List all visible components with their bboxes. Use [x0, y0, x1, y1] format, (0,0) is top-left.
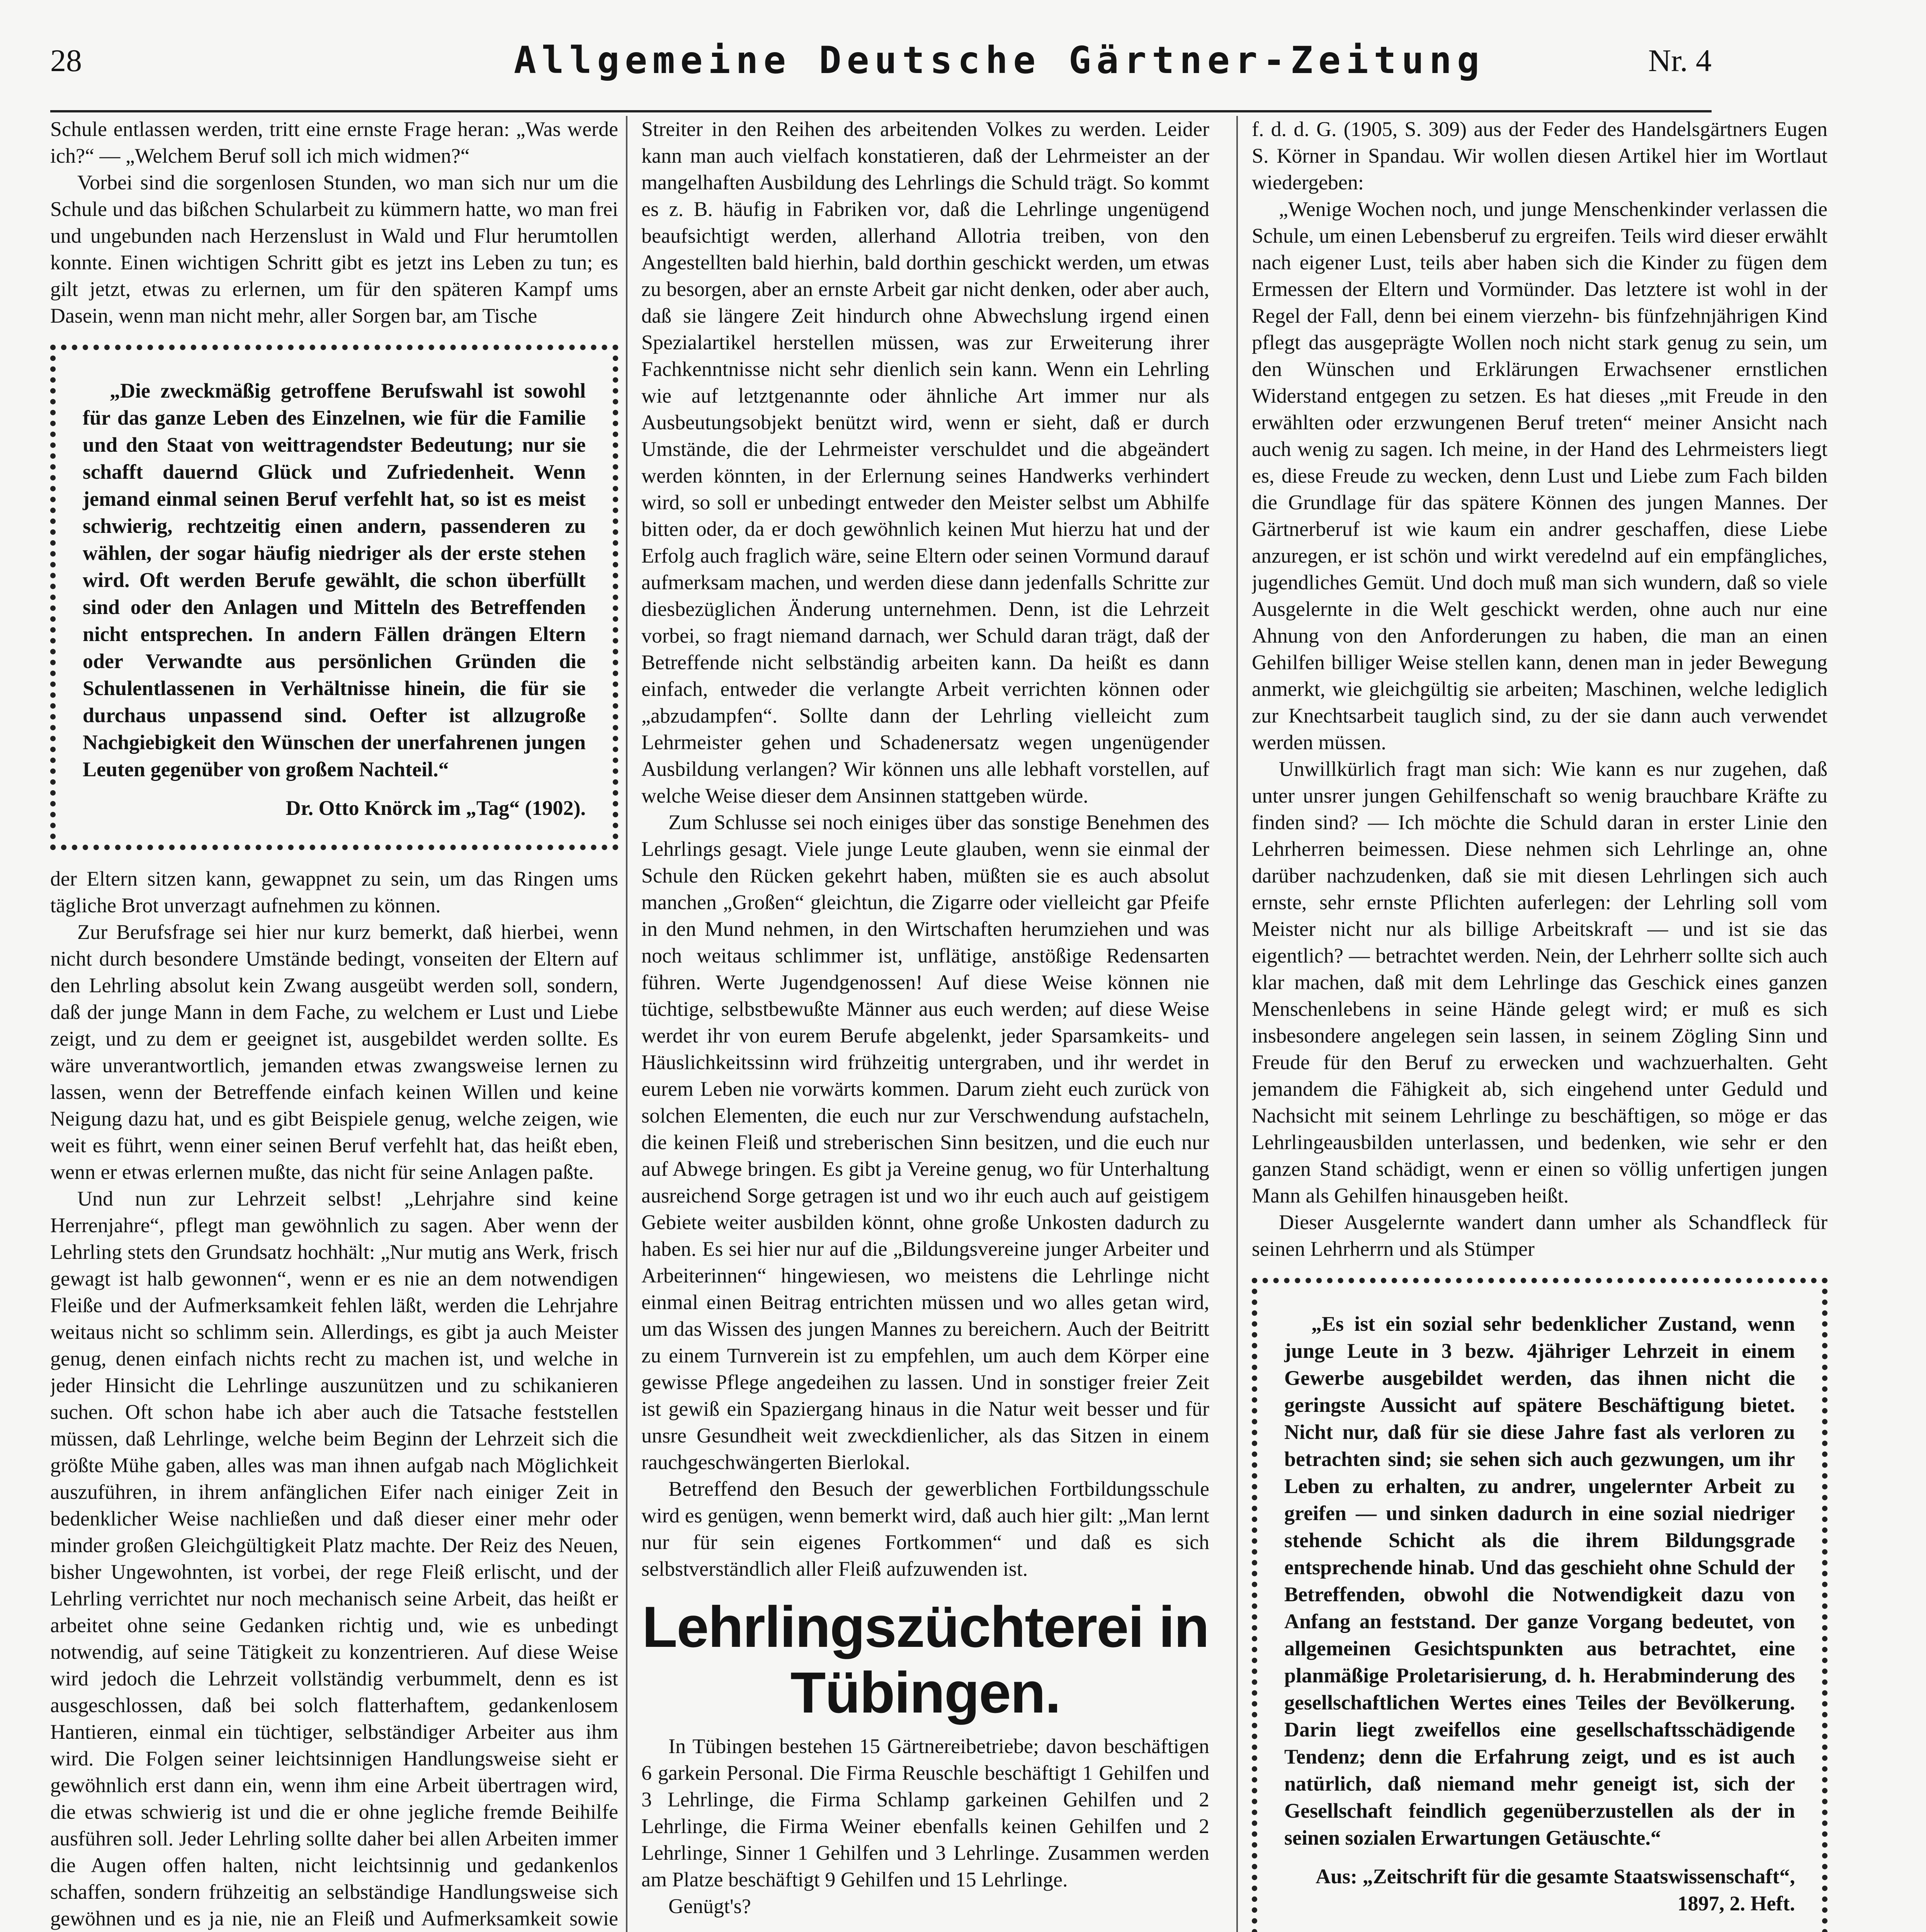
quote-source: Aus: „Zeitschrift für die gesamte Staatswissenschaft“, 1897, 2. Heft.	[1316, 1865, 1795, 1915]
paragraph: Vorbei sind die sorgenlosen Stunden, wo man sich nur um die Schule und das bißchen Schularbeit zu kümmern hatte, wo man frei und ungebunden nach Herzenslust in Wald und Flur herumtollen konnte. Einen wichtigen Schritt gibt es jetzt ins Leben zu tun; es gilt jetzt, etwas zu erlernen, um für den späteren Kampf ums Dasein, wenn man nicht mehr, aller Sorgen bar, am Tische	[50, 171, 618, 327]
quote-source: Dr. Otto Knörck im „Tag“ (1902).	[286, 796, 586, 820]
paragraph: Und nun zur Lehrzeit selbst! „Lehrjahre sind keine Herrenjahre“, pflegt man gewöhnlich zu sagen. Aber wenn der Lehrling stets den Grundsatz hochhält: „Nur mutig ans Werk, frisch gewagt ist halb gewonnen“, wenn er es nie an dem notwendigen Fleiße und der Aufmerksamkeit fehlen läßt, werden die Lehrjahre weitaus nicht so schlimm sein. Allerdings, es gibt ja auch Meister genug, denen einfach nichts recht zu machen ist, und welche in jeder Hinsicht die Lehrlinge auszunützen und zu schikanieren suchen. Oft schon habe ich aber auch die Tatsache feststellen müssen, daß Lehrlinge, welche beim Beginn der Lehrzeit sich die größte Mühe gaben, alles was man ihnen aufgab nach Möglichkeit auszuführen, in ihrem anfänglichen Eifer nach einiger Zeit in bedenklicher Weise nachließen und daß dieser einer mehr oder minder großen Gleichgültigkeit Platz machte. Der Reiz des Neuen, bisher Ungewohnten, ist vorbei, der rege Fleiß erlischt, und der Lehrling verrichtet nur noch mechanisch seine Arbeit, das heißt er arbeitet ohne seine Gedanken richtig und, wie es unbedingt notwendig, auf seine Tätigkeit zu konzentrieren. Auf diese Weise wird jedoch die Lehrzeit vollständig verbummelt, denn es ist ausgeschlossen, daß bei solch flatterhaftem, gedankenlosem Hantieren, einmal ein tüchtiger, selbständiger Arbeiter aus ihm wird. Die Folgen seiner leichtsinnigen Handlungsweise sieht er gewöhnlich erst dann ein, wenn ihm eine Arbeit übertragen wird, die etwas schwierig ist und die er ohne jegliche fremde Beihilfe ausführen soll. Jeder Lehrling sollte daher bei allen Arbeiten immer die Augen offen halten, nicht leichtsinnig und gedankenlos schaffen, sondern frühzeitig an selbständige Handlungsweise sich gewöhnen und es ja nie, nie an Fleiß und Aufmerksamkeit sowie	[50, 1187, 618, 1930]
issue-number: Nr. 4	[1648, 43, 1712, 78]
paragraph: Dieser Ausgelernte wandert dann umher als Schandfleck für seinen Lehrherrn und als Stümper	[1252, 1211, 1827, 1260]
paragraph: Zur Berufsfrage sei hier nur kurz bemerkt, daß hierbei, wenn nicht durch besondere Umstände bedingt, vonseiten der Eltern auf den Lehrling absolut kein Zwang ausgeübt werden soll, sondern, daß der junge Mann in dem Fache, zu welchem er Lust und Liebe zeigt, und zu dem er geeignet ist, ausgebildet werden sollte. Es wäre unverantwortlich, jemanden etwas zwangsweise lernen zu lassen, wenn der Betreffende einfach keinen Willen und keine Neigung dazu hat, und es gibt Beispiele genug, welche zeigen, wie weit es führt, wenn einer seinen Beruf verfehlt hat, das heißt eben, wenn er etwas erlernen mußte, das nicht für seine Anlagen paßte.	[50, 920, 618, 1184]
quote-box	[50, 345, 618, 850]
paragraph: Schule entlassen werden, tritt eine ernste Frage heran: „Was werde ich?“ — „Welchem Beruf soll ich mich widmen?“	[50, 117, 618, 167]
paragraph: Betreffend den Besuch der gewerblichen Fortbildungsschule wird es genügen, wenn bemerkt wird, daß auch hier gilt: „Man lernt nur für sein eigenes Fortkommen“ und daß es sich selbstverständlich aller Fleiß aufzuwenden ist.	[641, 1477, 1209, 1580]
quote-box	[1252, 1278, 1827, 1932]
column-rule-2	[1236, 116, 1238, 1932]
article-heading-tuebingen: Lehrlingszüchterei in Tübingen.	[642, 1594, 1209, 1725]
paragraph: Streiter in den Reihen des arbeitenden Volkes zu werden. Leider kann man auch vielfach konstatieren, daß der Lehrmeister an der mangelhaften Ausbildung des Lehrlings die Schuld trägt. So kommt es z. B. häufig in Fabriken vor, daß die Lehrlinge ungenügend beaufsichtigt werden, allerhand Allotria treiben, von den Angestellten bald hierhin, bald dorthin geschickt werden, um etwas zu besorgen, aber an ernste Arbeit gar nicht denken, oder aber auch, daß sie längere Zeit hindurch ohne Abwechslung irgend einen Spezialartikel herstellen müssen, was zur Erweiterung ihrer Fachkenntnisse nicht sehr dienlich sein kann. Wenn ein Lehrling wie auf letztgenannte oder ähnliche Art immer nur als Ausbeutungsobjekt benützt wird, wenn er sieht, daß er durch Umstände, die der Lehrmeister verschuldet und die abgeändert werden könnten, in der Erlernung seines Handwerks verhindert wird, so soll er unbedingt entweder den Meister selbst um Abhilfe bitten oder, da er doch gewöhnlich keinen Mut hierzu hat und der Erfolg auch fraglich wäre, seine Eltern oder seinen Vormund darauf aufmerksam machen, und werden diese dann jedenfalls Schritte zur diesbezüglichen Änderung unternehmen. Denn, ist die Lehrzeit vorbei, so fragt niemand darnach, wer Schuld daran trägt, daß der Betreffende nicht selbständig arbeiten kann. Da heißt es dann einfach, entweder die verlangte Arbeit verrichten können oder „abzudampfen“. Sollte dann der Lehrling vielleicht zum Lehrmeister gehen und Schadenersatz wegen ungenügender Ausbildung verlangen? Wir können uns alle lebhaft vorstellen, auf welche Weise dieser dem Ansinnen stattgeben würde.	[641, 117, 1209, 807]
page-header	[50, 37, 1712, 112]
paragraph: Unwillkürlich fragt man sich: Wie kann es nur zugehen, daß unter unsrer jungen Gehilfenschaft so wenig brauchbare Kräfte zu finden sind? — Ich möchte die Schuld daran in erster Linie den Lehrherren beimessen. Diese nehmen sich Lehrlinge an, ohne darüber nachzudenken, daß sie mit diesen Lehrlingen sich auch ernste, sehr ernste Pflichten auferlegen: der Lehrling soll vom Meister nicht nur als billige Arbeitskraft — und ist sie das eigentlich? — betrachtet werden. Nein, der Lehrherr sollte sich auch klar machen, daß mit dem Lehrlinge das Geschick eines ganzen Menschenlebens in seine Hände gelegt wird; er muß es sich insbesondere angelegen sein lassen, in seinem Zögling Sinn und Freude für den Beruf zu erwecken und wachzuerhalten. Geht jemandem die Fähigkeit ab, sich eingehend unter Geduld und Nachsicht mit seinem Lehrlinge zu beschäftigen, so möge er das Lehrlingeausbilden unterlassen, und bedenken, wie sehr er den ganzen Stand schädigt, wenn er einen so völlig unfertigen jungen Mann als Gehilfen hinausgeben heißt.	[1252, 757, 1827, 1207]
page-number: 28	[50, 43, 82, 78]
column-2	[641, 116, 1209, 1932]
column-rule-1	[626, 116, 627, 1932]
column-1	[50, 116, 618, 1932]
paragraph: der Eltern sitzen kann, gewappnet zu sein, um das Ringen ums tägliche Brot unverzagt aufnehmen zu können.	[50, 867, 618, 917]
paragraph: In Tübingen bestehen 15 Gärtnereibetriebe; davon beschäftigen 6 garkein Personal. Die Firma Reuschle beschäftigt 1 Gehilfen und 3 Lehrlinge, die Firma Schlamp garkeinen Gehilfen und 2 Lehrlinge, die Firma Weiner ebenfalls keinen Gehilfen und 2 Lehrlinge, Sinner 1 Gehilfen und 3 Lehrlinge. Zusammen werden am Platze beschäftigt 9 Gehilfen und 15 Lehrlinge.	[641, 1735, 1209, 1891]
newspaper-title: Allgemeine Deutsche Gärtner-Zeitung	[514, 39, 1485, 82]
quote-text: „Es ist ein sozial sehr bedenklicher Zustand, wenn junge Leute in 3 bezw. 4jähriger Lehrzeit in einem Gewerbe ausgebildet werden, das ihnen nicht die geringste Aussicht auf spätere Beschäftigung bietet. Nicht nur, daß für sie diese Jahre fast als verloren zu betrachten sind; sie sehen sich auch gezwungen, um ihr Leben zu erhalten, zu andrer, ungelernter Arbeit zu greifen — und sinken dadurch in eine sozial niedriger stehende Schicht als die ihrem Bildungsgrade entsprechende hinab. Und das geschieht ohne Schuld der Betreffenden, obwohl die Notwendigkeit dazu von Anfang an feststand. Der ganze Vorgang bedeutet, von allgemeinen Gesichtspunkten aus betrachtet, eine planmäßige Proletarisierung, d. h. Herabminderung des gesellschaftlichen Wertes eines Teiles der Bevölkerung. Darin liegt zweifellos eine gesellschaftsschädigende Tendenz; denn die Erfahrung zeigt, und es ist auch natürlich, daß niemand mehr geneigt ist, sich der Gesellschaft feindlich gegenüberzustellen als der in seinen sozialen Erwartungen Getäuschte.“	[1284, 1312, 1795, 1849]
column-3	[1252, 116, 1827, 1932]
paragraph: f. d. d. G. (1905, S. 309) aus der Feder des Handelsgärtners Eugen S. Körner in Spandau. Wir wollen diesen Artikel hier im Wortlaut wiedergeben:	[1252, 117, 1827, 194]
quote-text: „Die zweckmäßig getroffene Berufswahl ist sowohl für das ganze Leben des Einzelnen, wie für die Familie und den Staat von weittragendster Bedeutung; nur sie schafft dauernd Glück und Zufriedenheit. Wenn jemand einmal seinen Beruf verfehlt hat, so ist es meist schwierig, rechtzeitig einen andern, passenderen zu wählen, der sogar häufig niedriger als der erste stehen wird. Oft werden Berufe gewählt, die schon überfüllt sind oder den Anlagen und Mitteln des Betreffenden nicht entsprechen. In andern Fällen drängen Eltern oder Verwandte aus persönlichen Gründen die Schulentlassenen in Verhältnisse hinein, die für sie durchaus unpassend sind. Oefter ist allzugroße Nachgiebigkeit den Wünschen der unerfahrenen jungen Leuten gegenüber von großem Nachteil.“	[83, 379, 586, 781]
paragraph: „Wenige Wochen noch, und junge Menschenkinder verlassen die Schule, um einen Lebensberuf zu ergreifen. Teils wird dieser erwählt nach eigener Lust, teils aber haben sich die Kinder zu fügen dem Ermessen der Eltern und Vormünder. Das letztere ist wohl in der Regel der Fall, denn bei einem vierzehn- bis fünfzehnjährigen Kind pflegt das ausgeprägte Wollen noch nicht stark genug zu sein, um den Wünschen und Erklärungen Erwachsener ernstlichen Widerstand entgegen zu setzen. Es hat dieses „mit Freude in den erwählten oder erzwungenen Beruf treten“ meiner Ansicht nach auch wenig zu sagen. Ich meine, in der Hand des Lehrmeisters liegt es, diese Freude zu wecken, denn Lust und Liebe zum Fach bilden die Grundlage für das spätere Können des jungen Mannes. Der Gärtnerberuf ist wie kaum ein andrer geschaffen, diese Liebe anzuregen, er ist schön und wirkt veredelnd auf ein empfängliches, jugendliches Gemüt. Und doch muß man sich wundern, daß so viele Ausgelernte in die Welt geschickt werden, ohne auch nur eine Ahnung von den Anforderungen zu haben, die man an einen Gehilfen billiger Weise stellen kann, denen man in jeder Bewegung anmerkt, wie gleichgültig sie arbeiten; Maschinen, welche lediglich zur Knechtsarbeit tauglich sind, zu der sie dann auch verwendet werden müssen.	[1252, 197, 1827, 754]
paragraph: Genügt's?	[668, 1895, 751, 1918]
paragraph: Zum Schlusse sei noch einiges über das sonstige Benehmen des Lehrlings gesagt. Viele junge Leute glauben, wenn sie einmal der Schule den Rücken gekehrt haben, müßten sie es auch absolut manchen „Großen“ gleichtun, die Zigarre oder vielleicht gar Pfeife in den Mund nehmen, in den Wirtschaften herumziehen und was noch weitaus schlimmer ist, unflätige, anstößige Redensarten führen. Werte Jugendgenossen! Auf diese Weise können nie tüchtige, selbstbewußte Männer aus euch werden; auf diese Weise werdet ihr von eurem Berufe abgelenkt, jeder Sparsamkeits- und Häuslichkeitssinn wird frühzeitig untergraben, und ihr werdet in eurem Leben nie vorwärts kommen. Darum zieht euch zurück von solchen Elementen, die euch nur zur Verschwendung aufstacheln, die keinen Fleiß und streberischen Sinn besitzen, und die euch nur auf Abwege bringen. Es gibt ja Vereine genug, wo für Unterhaltung ausreichend Sorge getragen ist und wo ihr euch auch auf geistigem Gebiete weiter ausbilden könnt, ohne große Unkosten dadurch zu haben. Es sei hier nur auf die „Bildungsvereine junger Arbeiter und Arbeiterinnen“ hingewiesen, wo meistens die Lehrlinge nicht einmal einen Beitrag entrichten müssen und wo alles getan wird, um das Wissen des jungen Mannes zu bereichern. Auch der Beitritt zu einem Turnverein ist zu empfehlen, um auch dem Körper eine gewisse Pflege angedeihen zu lassen. Und in sonstiger freier Zeit ist gewiß ein Spaziergang hinaus in die Natur weit besser und für unsre Gesundheit weit zweckdienlicher, als das Sitzen in einem rauchgeschwängerten Bierlokal.	[641, 811, 1209, 1474]
